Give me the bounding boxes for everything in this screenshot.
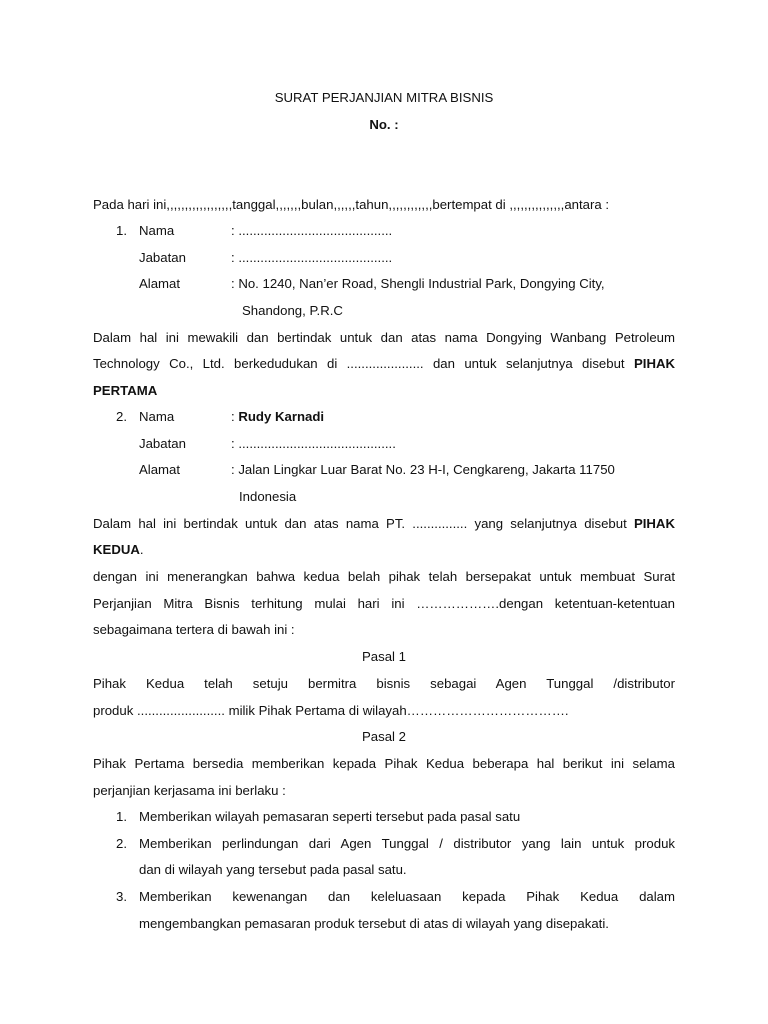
intro-line2 [93, 596, 675, 612]
pasal2-item3-line1 [139, 889, 675, 905]
pasal2-item2-line2: dan di wilayah yang tersebut pada pasal satu. [139, 862, 407, 877]
party2-desc-line1 [93, 516, 675, 532]
pasal2-item3-number: 3. [116, 889, 127, 904]
pasal2-line1 [93, 756, 675, 772]
party2-nama-field [231, 409, 324, 425]
party2-nama-colon: : [231, 409, 239, 424]
party1-desc-line1 [93, 330, 675, 346]
party2-desc-text1: Dalam hal ini bertindak untuk dan atas nama PT. ............... yang selanjutnya disebut [93, 516, 627, 531]
pasal1-line2: produk ........................ milik Pihak Pertama di wilayah………………………………. [93, 703, 569, 718]
pasal2-item1-text: Memberikan wilayah pemasaran seperti tersebut pada pasal satu [139, 809, 521, 824]
party1-desc-text1: Dalam hal ini mewakili dan bertindak untuk dan atas nama Dongying Wanbang Petroleum [93, 330, 675, 345]
party2-desc-period: . [139, 542, 144, 557]
party1-nama-value: : .......................................... [231, 223, 393, 238]
pasal2-item2-number: 2. [116, 836, 127, 851]
party2-alamat-label: Alamat [139, 462, 181, 477]
pasal1-heading: Pasal 1 [362, 649, 406, 664]
party2-jabatan-label: Jabatan [139, 436, 186, 451]
party2-number: 2. [116, 409, 127, 424]
party1-jabatan-label: Jabatan [139, 250, 186, 265]
intro-text2: Perjanjian Mitra Bisnis terhitung mulai hari ini ……………….dengan ketentuan-ketentuan [93, 596, 675, 611]
party2-desc-line2 [93, 542, 144, 558]
intro-text1: dengan ini menerangkan bahwa kedua belah pihak telah bersepakat untuk membuat Surat [93, 569, 675, 584]
party2-jabatan-value: : ........................................... [231, 436, 396, 451]
party1-number: 1. [116, 223, 127, 238]
pasal2-item2-line1 [139, 836, 675, 852]
pasal2-item2-text1: Memberikan perlindungan dari Agen Tunggal / distributor yang lain untuk produk [139, 836, 675, 851]
pasal2-item3-line2: mengembangkan pemasaran produk tersebut di atas di wilayah yang disepakati. [139, 916, 609, 931]
party2-alamat-value-line2: Indonesia [239, 489, 297, 504]
party2-nama-label: Nama [139, 409, 175, 424]
party2-desc-kedua: KEDUA [93, 542, 140, 557]
party1-desc-line2 [93, 356, 675, 372]
document-title: SURAT PERJANJIAN MITRA BISNIS [274, 90, 494, 105]
party2-alamat-value: : Jalan Lingkar Luar Barat No. 23 H-I, Cengkareng, Jakarta 11750 [231, 462, 615, 477]
party1-alamat-value: : No. 1240, Nan’er Road, Shengli Industrial Park, Dongying City, [231, 276, 605, 291]
party1-alamat-value-line2: Shandong, P.R.C [242, 303, 343, 318]
party1-desc-pihak: PIHAK [633, 356, 675, 371]
pasal1-line1 [93, 676, 675, 692]
document-number: No. : [369, 117, 399, 132]
intro-line3: sebagaimana tertera di bawah ini : [93, 622, 295, 637]
pasal2-line2: perjanjian kerjasama ini berlaku : [93, 783, 286, 798]
pasal2-text1: Pihak Pertama bersedia memberikan kepada Pihak Kedua beberapa hal berikut ini selama [93, 756, 675, 771]
party2-nama-value: Rudy Karnadi [238, 409, 325, 424]
party1-nama-label: Nama [139, 223, 175, 238]
pasal2-heading: Pasal 2 [362, 729, 406, 744]
intro-line1 [93, 569, 675, 585]
party1-alamat-label: Alamat [139, 276, 181, 291]
pasal2-item3-text1: Memberikan kewenangan dan keleluasaan kepada Pihak Kedua dalam [139, 889, 675, 904]
pasal1-text1: Pihak Kedua telah setuju bermitra bisnis sebagai Agen Tunggal /distributor [93, 676, 675, 691]
party2-desc-pihak: PIHAK [633, 516, 675, 531]
opening-line: Pada hari ini,,,,,,,,,,,,,,,,,,tanggal,,,,,,,bulan,,,,,,tahun,,,,,,,,,,,,bertempat di ,,,,,,,,,,,,,,,antara : [93, 197, 610, 212]
party1-desc-pertama: PERTAMA [93, 383, 158, 398]
party1-jabatan-value: : .......................................... [231, 250, 393, 265]
party1-desc-text2: Technology Co., Ltd. berkedudukan di ..................... dan untuk selanjutnya disebut [93, 356, 625, 371]
pasal2-item1-number: 1. [116, 809, 127, 824]
